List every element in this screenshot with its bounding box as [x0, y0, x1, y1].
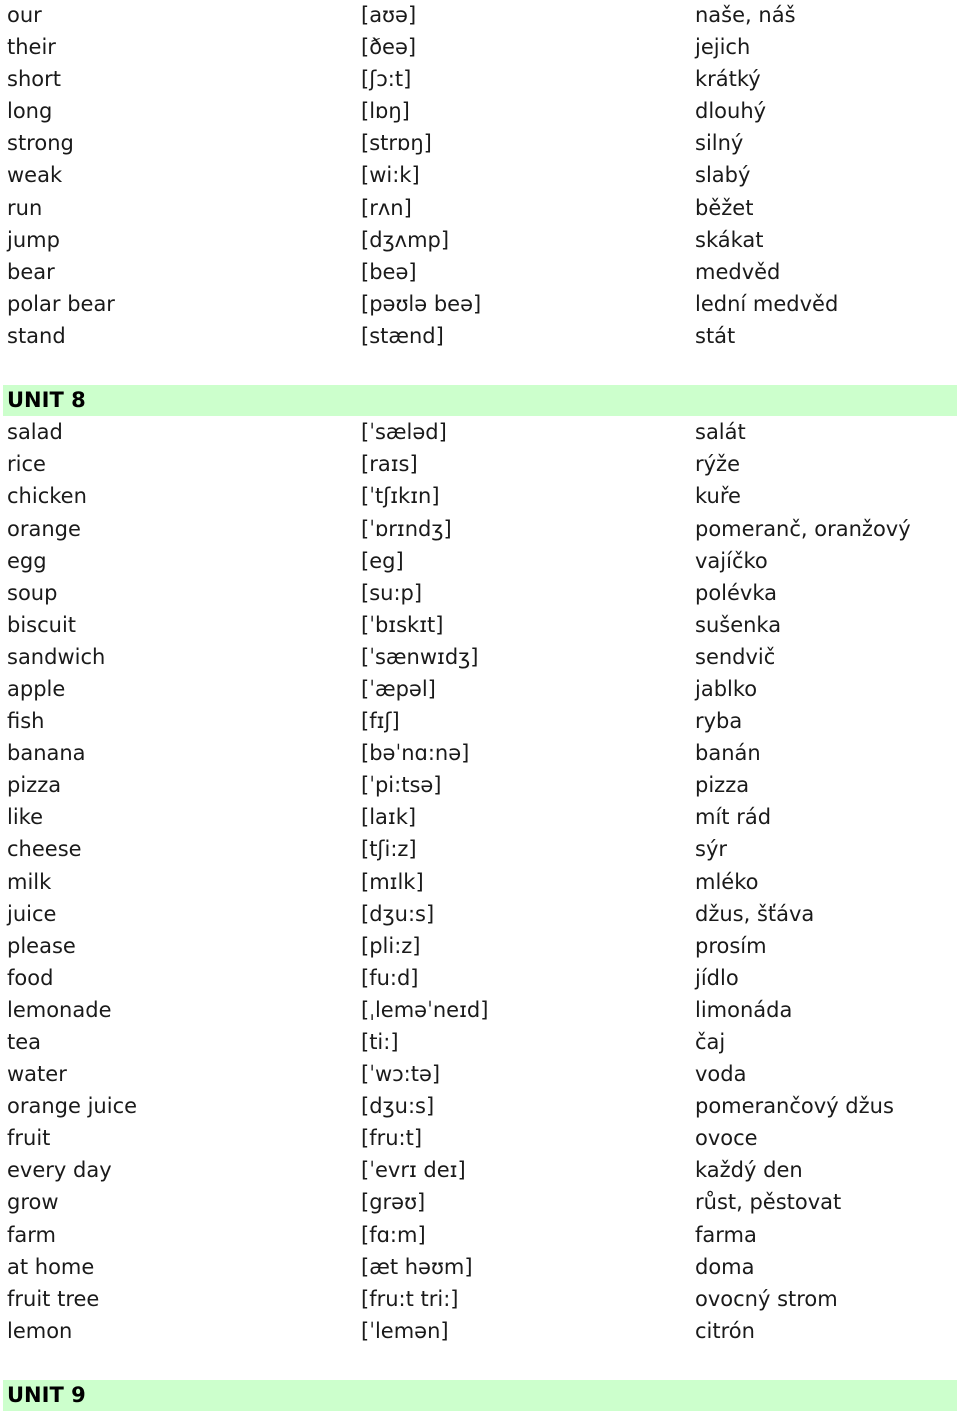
czech-translation-cell: voda [695, 1062, 747, 1087]
english-word-cell: fish [7, 709, 45, 734]
pronunciation-cell: [bəˈnɑ:nə] [361, 741, 470, 766]
pronunciation-cell: [fu:d] [361, 965, 419, 990]
english-word-cell: please [7, 933, 76, 958]
english-word-cell: fruit tree [7, 1286, 100, 1311]
pronunciation-cell: [dʒu:s] [361, 1094, 435, 1119]
vocab-row [0, 899, 960, 931]
czech-translation-cell: medvěd [695, 259, 781, 284]
english-word-cell: orange juice [7, 1094, 138, 1119]
unit-heading: UNIT 9 [7, 1383, 86, 1408]
english-word-cell: lemonade [7, 997, 112, 1022]
vocab-row [0, 481, 960, 513]
unit-heading: UNIT 8 [7, 388, 86, 413]
english-word-cell: weak [7, 163, 63, 188]
pronunciation-cell: [aʊə] [361, 3, 417, 27]
pronunciation-cell: [pəʊlə beə] [361, 291, 482, 316]
pronunciation-cell: [su:p] [361, 580, 423, 605]
english-word-cell: salad [7, 420, 63, 445]
english-word-cell: juice [7, 901, 57, 926]
english-word-cell: chicken [7, 484, 87, 509]
czech-translation-cell: lední medvěd [695, 291, 839, 316]
pronunciation-cell: [beə] [361, 259, 417, 284]
vocab-row [0, 834, 960, 866]
pronunciation-cell: [stænd] [361, 323, 444, 348]
english-word-cell: pizza [7, 773, 62, 798]
pronunciation-cell: [ˈwɔ:tə] [361, 1062, 441, 1087]
english-word-cell: grow [7, 1190, 59, 1215]
czech-translation-cell: prosím [695, 933, 767, 958]
pronunciation-cell: [ʃɔ:t] [361, 67, 412, 92]
english-word-cell: our [7, 3, 42, 27]
english-word-cell: banana [7, 741, 86, 766]
unit-header-band [3, 385, 957, 416]
vocab-row [0, 96, 960, 128]
pronunciation-cell: [ðeə] [361, 35, 417, 60]
unit-header-band [3, 1380, 957, 1411]
czech-translation-cell: banán [695, 741, 761, 766]
czech-translation-cell: silný [695, 131, 744, 156]
czech-translation-cell: jejich [695, 35, 751, 60]
vocab-row [0, 417, 960, 449]
vocab-row [0, 1155, 960, 1187]
english-word-cell: orange [7, 516, 81, 541]
czech-translation-cell: salát [695, 420, 746, 445]
czech-translation-cell: limonáda [695, 997, 793, 1022]
czech-translation-cell: rýže [695, 452, 741, 477]
pronunciation-cell: [rʌn] [361, 195, 412, 220]
pronunciation-cell: [ˌleməˈneɪd] [361, 997, 489, 1022]
czech-translation-cell: mít rád [695, 805, 772, 830]
unit-header-row [0, 1380, 960, 1412]
pronunciation-cell: [tʃi:z] [361, 837, 417, 862]
czech-translation-cell: růst, pěstovat [695, 1190, 842, 1215]
english-word-cell: long [7, 99, 53, 124]
pronunciation-cell: [pli:z] [361, 933, 421, 958]
pronunciation-cell: [eg] [361, 548, 404, 573]
english-word-cell: fruit [7, 1126, 51, 1151]
pronunciation-cell: [raɪs] [361, 452, 418, 477]
english-word-cell: run [7, 195, 43, 220]
english-word-cell: biscuit [7, 612, 77, 637]
vocab-row [0, 1091, 960, 1123]
czech-translation-cell: jablko [695, 676, 758, 701]
english-word-cell: at home [7, 1254, 95, 1279]
english-word-cell: egg [7, 548, 47, 573]
english-word-cell: lemon [7, 1318, 73, 1343]
spacer-row [0, 1348, 960, 1380]
czech-translation-cell: sendvič [695, 644, 776, 669]
czech-translation-cell: ovocný strom [695, 1286, 838, 1311]
czech-translation-cell: dlouhý [695, 99, 767, 124]
pronunciation-cell: [ˈæpəl] [361, 676, 436, 701]
vocab-row [0, 1027, 960, 1059]
vocab-row [0, 963, 960, 995]
vocab-row [0, 770, 960, 802]
pronunciation-cell: [æt həʊm] [361, 1254, 473, 1279]
vocab-row [0, 257, 960, 289]
vocab-row [0, 160, 960, 192]
vocab-row [0, 449, 960, 481]
vocab-row [0, 642, 960, 674]
english-word-cell: food [7, 965, 54, 990]
english-word-cell: water [7, 1062, 67, 1087]
czech-translation-cell: stát [695, 323, 736, 348]
pronunciation-cell: [ˈtʃɪkɪn] [361, 484, 440, 509]
vocab-row [0, 321, 960, 353]
czech-translation-cell: krátký [695, 67, 761, 92]
czech-translation-cell: skákat [695, 227, 764, 252]
czech-translation-cell: ryba [695, 709, 743, 734]
vocab-row [0, 995, 960, 1027]
czech-translation-cell: džus, šťáva [695, 901, 815, 926]
pronunciation-cell: [lɒŋ] [361, 99, 410, 124]
pronunciation-cell: [ˈpi:tsə] [361, 773, 442, 798]
czech-translation-cell: polévka [695, 580, 778, 605]
czech-translation-cell: sýr [695, 837, 728, 862]
czech-translation-cell: pomeranč, oranžový [695, 516, 911, 541]
pronunciation-cell: [mɪlk] [361, 869, 424, 894]
vocab-row [0, 610, 960, 642]
english-word-cell: bear [7, 259, 55, 284]
pronunciation-cell: [ˈsænwɪdʒ] [361, 644, 479, 669]
vocab-row [0, 1187, 960, 1219]
vocab-row [0, 193, 960, 225]
pronunciation-cell: [fɑ:m] [361, 1222, 426, 1247]
english-word-cell: their [7, 35, 56, 60]
english-word-cell: sandwich [7, 644, 106, 669]
vocab-row [0, 514, 960, 546]
vocab-row [0, 128, 960, 160]
pronunciation-cell: [dʒu:s] [361, 901, 435, 926]
vocab-row [0, 867, 960, 899]
english-word-cell: apple [7, 676, 66, 701]
vocab-row [0, 546, 960, 578]
pronunciation-cell: [ˈbɪskɪt] [361, 612, 444, 637]
pronunciation-cell: [ti:] [361, 1030, 399, 1054]
pronunciation-cell: [wi:k] [361, 163, 420, 188]
vocab-row [0, 738, 960, 770]
vocab-row [0, 1316, 960, 1348]
vocab-row [0, 0, 960, 32]
czech-translation-cell: běžet [695, 195, 754, 220]
czech-translation-cell: vajíčko [695, 548, 768, 573]
pronunciation-cell: [fru:t tri:] [361, 1286, 459, 1311]
english-word-cell: jump [7, 227, 60, 252]
vocab-row [0, 931, 960, 963]
pronunciation-cell: [laɪk] [361, 805, 417, 830]
pronunciation-cell: [dʒʌmp] [361, 227, 450, 252]
english-word-cell: milk [7, 869, 52, 894]
vocab-row [0, 289, 960, 321]
czech-translation-cell: sušenka [695, 612, 782, 637]
english-word-cell: stand [7, 323, 66, 348]
czech-translation-cell: naše, náš [695, 3, 796, 27]
czech-translation-cell: farma [695, 1222, 757, 1247]
english-word-cell: tea [7, 1030, 42, 1054]
english-word-cell: cheese [7, 837, 82, 862]
english-word-cell: every day [7, 1158, 112, 1183]
czech-translation-cell: každý den [695, 1158, 803, 1183]
vocab-row [0, 1284, 960, 1316]
czech-translation-cell: ovoce [695, 1126, 758, 1151]
english-word-cell: like [7, 805, 44, 830]
vocab-row [0, 802, 960, 834]
spacer-row [0, 353, 960, 385]
vocab-row [0, 225, 960, 257]
czech-translation-cell: pizza [695, 773, 750, 798]
czech-translation-cell: kuře [695, 484, 741, 509]
vocab-row [0, 578, 960, 610]
vocab-row [0, 1123, 960, 1155]
pronunciation-cell: [fɪʃ] [361, 709, 400, 734]
czech-translation-cell: slabý [695, 163, 751, 188]
czech-translation-cell: jídlo [695, 965, 739, 990]
english-word-cell: polar bear [7, 291, 115, 316]
pronunciation-cell: [grəʊ] [361, 1190, 426, 1215]
vocab-row [0, 674, 960, 706]
unit-header-row [0, 385, 960, 417]
czech-translation-cell: mléko [695, 869, 759, 894]
czech-translation-cell: doma [695, 1254, 755, 1279]
czech-translation-cell: pomerančový džus [695, 1094, 894, 1119]
vocab-row [0, 1059, 960, 1091]
english-word-cell: farm [7, 1222, 56, 1247]
vocab-row [0, 32, 960, 64]
english-word-cell: short [7, 67, 61, 92]
vocab-row [0, 706, 960, 738]
vocab-row [0, 64, 960, 96]
pronunciation-cell: [fru:t] [361, 1126, 423, 1151]
czech-translation-cell: čaj [695, 1030, 726, 1054]
vocab-row [0, 1252, 960, 1284]
pronunciation-cell: [ˈevrɪ deɪ] [361, 1158, 466, 1183]
pronunciation-cell: [ˈɒrɪndʒ] [361, 516, 452, 541]
czech-translation-cell: citrón [695, 1318, 755, 1343]
english-word-cell: rice [7, 452, 46, 477]
vocab-row [0, 1220, 960, 1252]
english-word-cell: soup [7, 580, 58, 605]
pronunciation-cell: [ˈsæləd] [361, 420, 447, 445]
pronunciation-cell: [strɒŋ] [361, 131, 432, 156]
english-word-cell: strong [7, 131, 74, 156]
pronunciation-cell: [ˈlemən] [361, 1318, 449, 1343]
